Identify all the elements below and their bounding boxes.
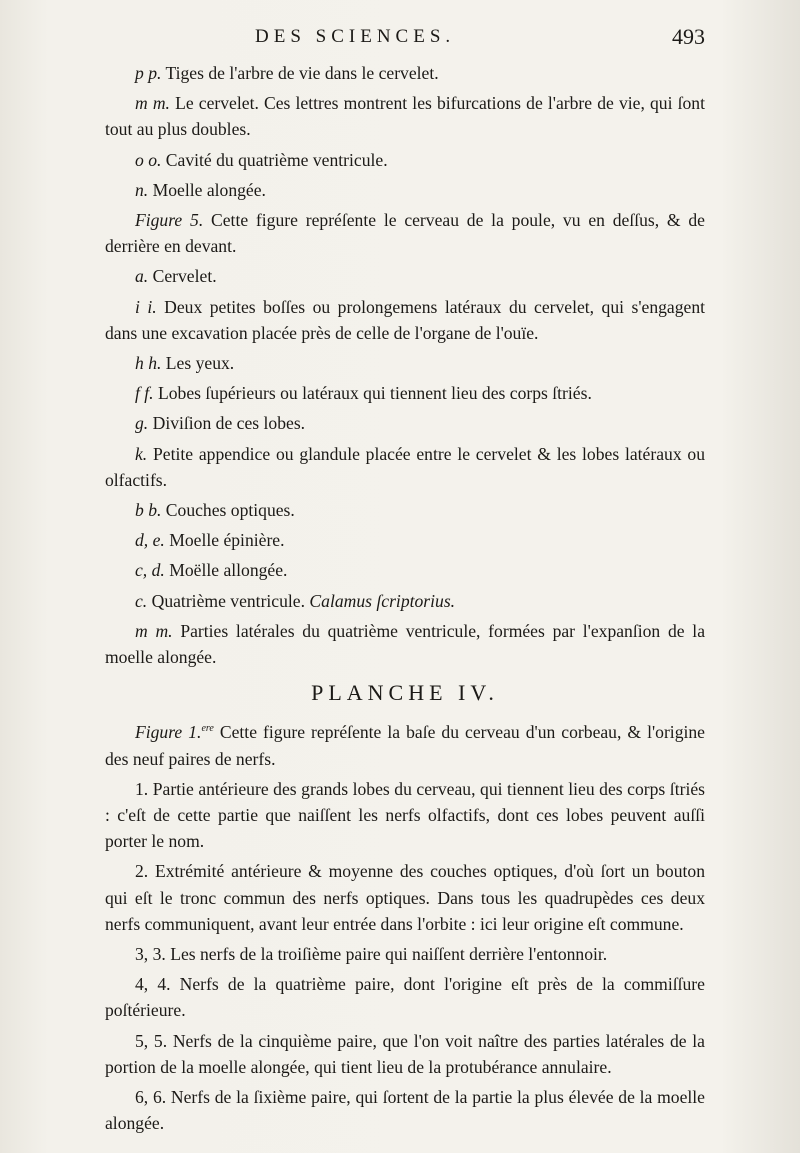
entry-text: Parties latérales du quatrième ventricule, formées par l'expanſion de la moelle alongée. [105,620,705,668]
entry-label: a. [135,266,149,287]
page-text-block [105,22,705,1140]
entry-text: Deux petites boſſes ou prolongemens latéraux du cervelet, qui s'engagent dans une excavation placée près de celle de l'organe de l'ouïe. [105,296,706,343]
legend-entry [105,497,705,523]
entry-label: i i. [135,296,157,317]
entry-text: Nerfs de la cinquième paire, que l'on voit naître des parties latérales de la portion de la moelle alongée, qui tient lieu de la protubérance annulaire. [105,1030,705,1077]
legend-entry [105,776,705,855]
entry-label: m m. [135,93,170,114]
legend-entry [105,527,705,553]
legend-entry [105,441,705,493]
entry-text: Moelle alongée. [152,179,266,200]
entry-label: b b. [135,500,162,521]
entry-text: Moëlle allongée. [169,560,288,581]
running-head: DES SCIENCES. [255,26,456,47]
entry-text: Moelle épinière. [169,530,285,551]
figure-caption [105,716,705,771]
entry-text: Cavité du quatrième ventricule. [165,149,388,170]
legend-entry [105,858,705,937]
legend-entry [105,1084,705,1136]
entry-label: 5, 5. [135,1030,168,1051]
figure-text: Cette figure repréſente la baſe du cerveau d'un corbeau, & l'origine des neuf paires de nerfs. [105,722,705,769]
legend-entry [105,60,705,86]
entry-text: Couches optiques. [165,500,295,521]
entry-label: k. [135,443,148,464]
legend-entry [105,90,705,142]
entry-label: p p. [135,63,162,83]
legend-entry [105,350,705,376]
entry-text: Tiges de l'arbre de vie dans le cervelet. [165,63,439,83]
legend-entry [105,1028,705,1080]
entry-label: c, d. [135,560,165,581]
entry-text: Extrémité antérieure & moyenne des couches optiques, d'où ſort un bouton qui eſt le tronc commun des nerfs optiques. Dans tous les quadrupèdes ces deux nerfs communiquent, avant leur entrée dans l'orbite : ici leur origine eſt commune. [105,861,705,934]
page-header [105,22,705,56]
entry-text: Les yeux. [165,353,235,374]
legend-entry [105,410,705,436]
legend-entry [105,294,705,346]
figure-label: Figure 5. [135,210,204,231]
entry-text: Cervelet. [152,266,217,287]
entry-label: h h. [135,353,162,374]
entry-label: 3, 3. [135,943,166,964]
entry-label: 1. [135,778,149,799]
entry-latin-term: Calamus ſcriptorius. [309,590,456,611]
entry-text: Partie antérieure des grands lobes du cerveau, qui tiennent lieu des corps ſtriés : c'eſt de cette partie que naiſſent les nerfs olfactifs, dont ces lobes peuvent auſſi porter le nom. [105,778,705,852]
entry-text: Petite appendice ou glandule placée entre le cervelet & les lobes latéraux ou olfactifs. [105,443,705,490]
entry-label: c. [135,590,148,611]
legend-entry [105,147,705,173]
entry-label: 6, 6. [135,1086,167,1107]
legend-entry [105,263,705,289]
entry-label: d, e. [135,530,165,551]
entry-label: n. [135,179,149,200]
entry-text: Les nerfs de la troiſième paire qui naiſſent derrière l'entonnoir. [170,943,608,964]
legend-entry [105,380,705,406]
legend-entry [105,588,705,614]
entry-label: o o. [135,149,162,170]
entry-label: g. [135,413,149,434]
entry-label: 4, 4. [135,974,171,995]
legend-entry [105,618,705,670]
legend-entry [105,941,705,967]
legend-entry [105,971,705,1023]
figure-caption [105,207,705,259]
plate-heading: PLANCHE IV. [311,680,499,706]
figure-text: Cette figure repréſente le cerveau de la poule, vu en deſſus, & de derrière en devant. [105,210,705,257]
page-number: 493 [672,24,705,49]
entry-text: Diviſion de ces lobes. [152,413,306,434]
entry-label: 2. [135,861,149,882]
entry-label: f f. [135,383,154,404]
figure-label: Figure 1. [135,722,202,743]
legend-entry [105,177,705,203]
entry-text: Lobes ſupérieurs ou latéraux qui tiennent lieu des corps ſtriés. [157,383,592,404]
entry-text: Le cervelet. Ces lettres montrent les bifurcations de l'arbre de vie, qui ſont tout au plus doubles. [105,93,705,140]
entry-label: m m. [135,620,173,641]
entry-text: Nerfs de la quatrième paire, dont l'origine eſt près de la commiſſure poſtérieure. [105,974,705,1021]
entry-text: Quatrième ventricule. [151,590,306,611]
entry-text: Nerfs de la ſixième paire, qui ſortent de la partie la plus élevée de la moelle alongée. [105,1086,705,1134]
legend-entry [105,557,705,583]
figure-label-superscript: ere [201,723,214,735]
